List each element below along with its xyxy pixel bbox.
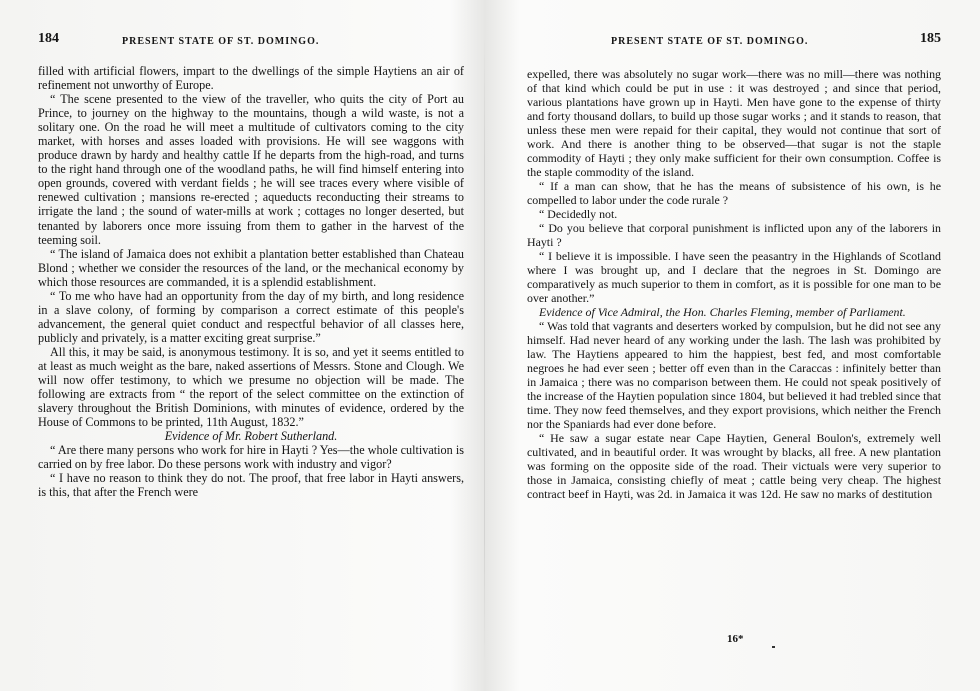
paragraph: “ The scene presented to the view of the traveller, who quits the city of Port au Prince, to journey on the highway to the mountains, though a wild waste, is not a solitary one. On the road he will meet a multitude of cultivators coming to the city market, with horses and asses loaded with provisions. He will see waggons with produce drawn by hardy and healthy cattle If he departs from the high-road, and turns to the right hand through one of the woodland paths, he will find himself entering into open grounds, covered with verdant fields ; he will see traces every where visible of renewed cultivation ; mansions re-erected ; aqueducts reconducting their streams to irrigate the land ; the sound of water-mills at work ; cottages no longer deserted, but tenanted by laborers once more issuing from them to gather in the harvest of the teeming soil. <box>38 92 464 247</box>
right-running-head: PRESENT STATE OF ST. DOMINGO. <box>611 36 809 47</box>
left-page-body <box>38 64 464 499</box>
paragraph: “ Was told that vagrants and deserters worked by compulsion, but he did not see any himself. Had never heard of any working under the lash. The lash was prohibited by law. The Haytiens appeared to him the happiest, best fed, and most comfortable negroes he had ever seen ; better off even than in the Caraccas : infinitely better than in Jamaica ; there was no comparison between them. He could not speak positively of the increase of the Haytien population since 1804, but believed it had trebled since that time. They now feed themselves, and they export provisions, which neither the French nor the Spaniards had ever done before. <box>527 319 941 431</box>
left-page <box>38 0 464 691</box>
signature-mark: 16* <box>727 633 744 645</box>
right-page <box>527 0 941 691</box>
book-gutter <box>484 30 485 670</box>
paragraph: “ I have no reason to think they do not. The proof, that free labor in Hayti answers, is this, that after the French were <box>38 471 464 500</box>
paragraph: “ Do you believe that corporal punishment is inflicted upon any of the laborers in Hayti ? <box>527 221 941 249</box>
paragraph: All this, it may be said, is anonymous testimony. It is so, and yet it seems entitled to at least as much weight as the bare, naked assertions of Messrs. Stone and Clough. We will now offer testimony, to which we presume no objection will be made. The following are extracts from “ the report of the select committee on the extinction of slavery throughout the British Dominions, with minutes of evidence, ordered by the House of Commons to be printed, 11th August, 1832.” <box>38 344 464 430</box>
evidence-heading: Evidence of Vice Admiral, the Hon. Charles Fleming, member of Parliament. <box>539 305 906 319</box>
paragraph: “ To me who have had an opportunity from the day of my birth, and long residence in a slave colony, of forming by comparison a correct estimate of this people's advancement, the general quiet conduct and respectful behavior of all classes here, publicly and privately, is a matter exciting great surprise.” <box>38 288 464 345</box>
paragraph: “ Decidedly not. <box>539 207 618 221</box>
paragraph: “ If a man can show, that he has the means of subsistence of his own, is he compelled to labor under the code rurale ? <box>527 179 941 207</box>
paragraph: “ Are there many persons who work for hire in Hayti ? Yes—the whole cultivation is carried on by free labor. Do these persons work with industry and vigor? <box>38 443 464 472</box>
ink-dot <box>772 646 775 648</box>
left-page-header <box>38 31 464 52</box>
evidence-heading: Evidence of Mr. Robert Sutherland. <box>164 429 338 444</box>
left-page-number: 184 <box>38 31 59 46</box>
left-running-head: PRESENT STATE OF ST. DOMINGO. <box>122 36 320 47</box>
right-page-number: 185 <box>920 31 941 46</box>
paragraph: “ I believe it is impossible. I have seen the peasantry in the Highlands of Scotland where I was brought up, and I declare that the negroes in St. Domingo are comparatively as much superior to them in comfort, as it is possible for one man to be over another.” <box>527 249 941 305</box>
right-page-body <box>527 67 941 501</box>
paragraph: filled with artificial flowers, impart to the dwellings of the simple Haytiens an air of refinement not unworthy of Europe. <box>38 64 464 93</box>
right-page-header <box>527 31 941 52</box>
paragraph: expelled, there was absolutely no sugar work—there was no mill—there was nothing of that kind which could be put in use : it was destroyed ; and since that period, various plantations have grown up in Hayti. Men have gone to the expense of thirty and forty thousand dollars, to build up those sugar works ; and it stands to reason, that unless these men were repaid for their capital, they would not continue that sort of work. And there is another thing to be observed—that sugar is not the staple commodity of Hayti ; they only make sufficient for their own consumption. Coffee is the staple commodity of the island. <box>527 67 941 179</box>
paragraph: “ He saw a sugar estate near Cape Haytien, General Boulon's, extremely well cultivated, and in beautiful order. It was wrought by blacks, all free. A new plantation was forming on the opposite side of the road. Their victuals were very superior to those in Jamaica, consisting chiefly of meat ; cattle being very cheap. The highest contract beef in Hayti, was 2d. in Jamaica it was 12d. He saw no marks of destitution <box>527 431 941 501</box>
paragraph: “ The island of Jamaica does not exhibit a plantation better established than Chateau Blond ; whether we consider the resources of the land, or the mechanical economy by which those resources are commanded, it is a splendid establishment. <box>38 246 464 289</box>
